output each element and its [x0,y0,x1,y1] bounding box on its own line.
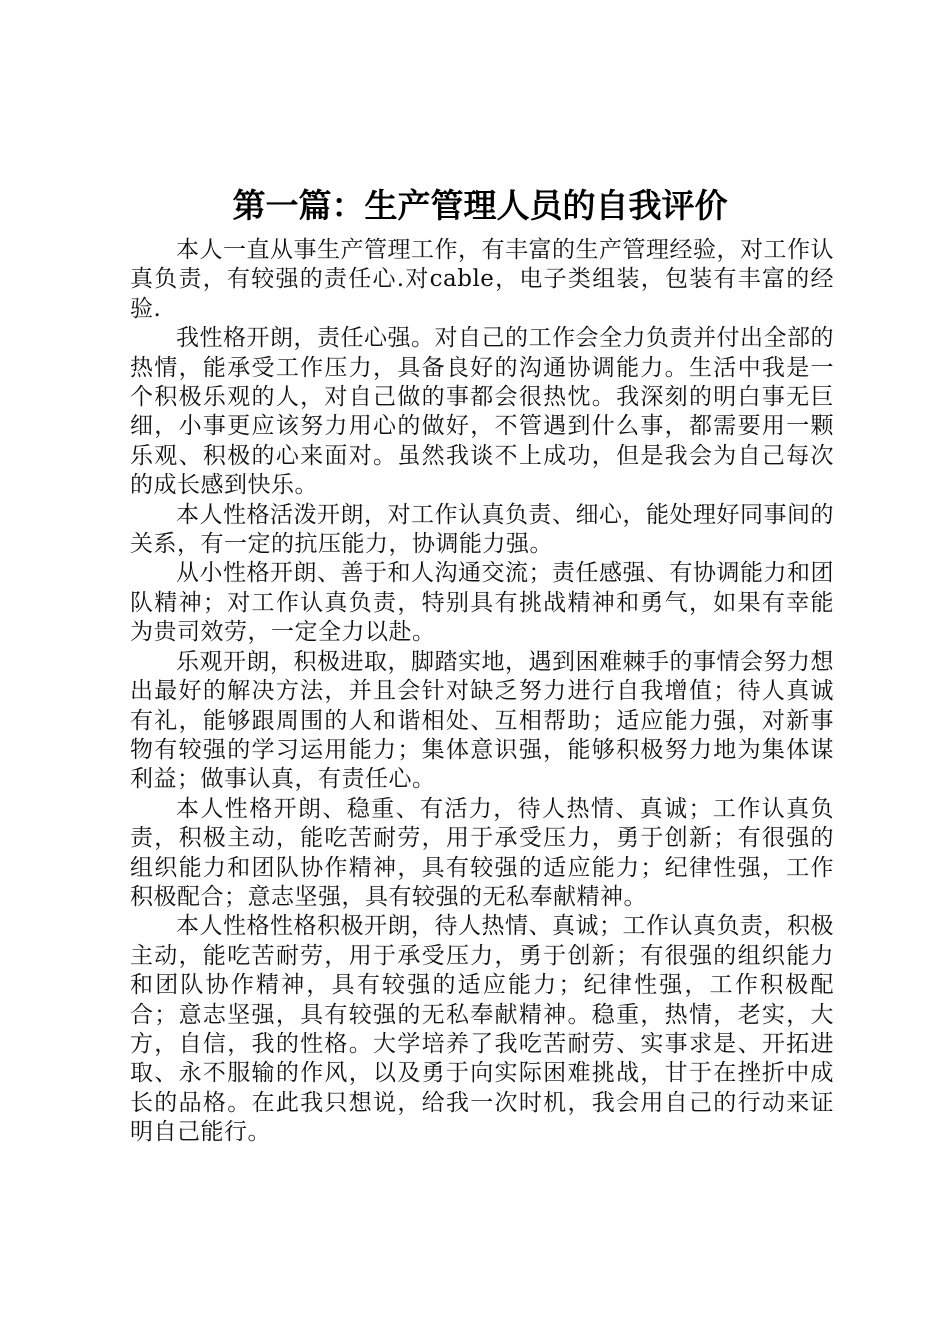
paragraph-5: 乐观开朗，积极进取，脚踏实地，遇到困难棘手的事情会努力想出最好的解决方法，并且会针对缺乏努力进行自我增值；待人真诚有礼，能够跟周围的人和谐相处、互相帮助；适应能力强，对新事物有较强的学习运用能力；集体意识强，能够积极努力地为集体谋利益；做事认真，有责任心。 [130,648,834,793]
paragraph-4: 从小性格开朗、善于和人沟通交流；责任感强、有协调能力和团队精神；对工作认真负责，特别具有挑战精神和勇气，如果有幸能为贵司效劳，一定全力以赴。 [130,560,834,646]
paragraph-6: 本人性格开朗、稳重、有活力，待人热情、真诚；工作认真负责，积极主动，能吃苦耐劳，用于承受压力，勇于创新；有很强的组织能力和团队协作精神，具有较强的适应能力；纪律性强，工作积极配合；意志坚强，具有较强的无私奉献精神。 [130,795,834,910]
paragraph-2: 我性格开朗，责任心强。对自己的工作会全力负责并付出全部的热情，能承受工作压力，具备良好的沟通协调能力。生活中我是一个积极乐观的人，对自己做的事都会很热忱。我深刻的明白事无巨细，小事更应该努力用心的做好，不管遇到什么事，都需要用一颗乐观、积极的心来面对。虽然我谈不上成功，但是我会为自己每次的成长感到快乐。 [130,325,834,499]
paragraph-3: 本人性格活泼开朗，对工作认真负责、细心，能处理好同事间的关系，有一定的抗压能力，协调能力强。 [130,501,834,558]
paragraph-7: 本人性格性格积极开朗，待人热情、真诚；工作认真负责，积极主动，能吃苦耐劳，用于承受压力，勇于创新；有很强的组织能力和团队协作精神，具有较强的适应能力；纪律性强，工作积极配合；意志坚强，具有较强的无私奉献精神。稳重，热情，老实，大方，自信，我的性格。大学培养了我吃苦耐劳、实事求是、开拓进取、永不服输的作风，以及勇于向实际困难挑战，甘于在挫折中成长的品格。在此我只想说，给我一次时机，我会用自己的行动来证明自己能行。 [130,913,834,1146]
document-title: 第一篇：生产管理人员的自我评价 [232,186,728,225]
document-body [130,236,834,1148]
paragraph-1: 本人一直从事生产管理工作，有丰富的生产管理经验，对工作认真负责，有较强的责任心.对cable，电子类组装，包装有丰富的经验. [130,237,834,322]
